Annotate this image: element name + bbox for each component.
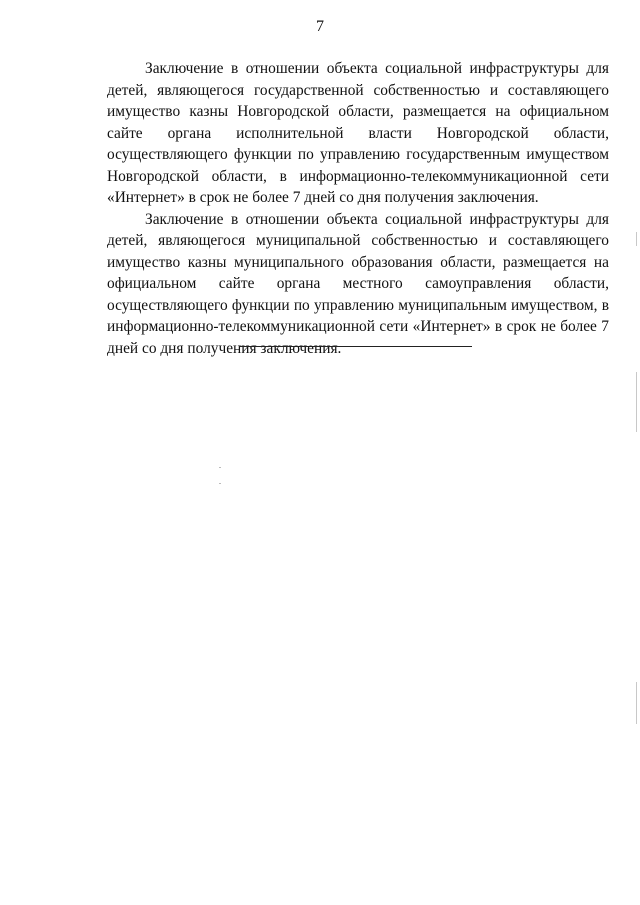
scan-edge-mark <box>636 232 637 246</box>
closing-divider <box>239 346 472 347</box>
scan-dot-mark <box>219 483 221 484</box>
paragraph-municipal-property: Заключение в отношении объекта социальной инфраструктуры для детей, являющегося муниципальной собственностью и составляющего имущество казны муниципального образования области, размещается на официальном сайте органа местного самоуправления области, осуществляющего функции по управлению муниципальным имуществом, в информационно-телекоммуникационной сети «Интернет» в срок не более 7 дней со дня получения заключения. <box>107 210 609 357</box>
paragraph-state-property: Заключение в отношении объекта социальной инфраструктуры для детей, являющегося государственной собственностью и составляющего имущество казны Новгородской области, размещается на официальном сайте органа исполнительной власти Новгородской области, осуществляющего функции по управлению государственным имуществом Новгородской области, в информационно-телекоммуникационной сети «Интернет» в срок не более 7 дней со дня получения заключения. <box>107 60 609 206</box>
scan-edge-mark <box>636 372 637 432</box>
scan-dot-mark <box>219 467 221 468</box>
document-body <box>107 58 609 359</box>
page-number: 7 <box>316 18 324 35</box>
scan-edge-mark <box>636 682 637 724</box>
